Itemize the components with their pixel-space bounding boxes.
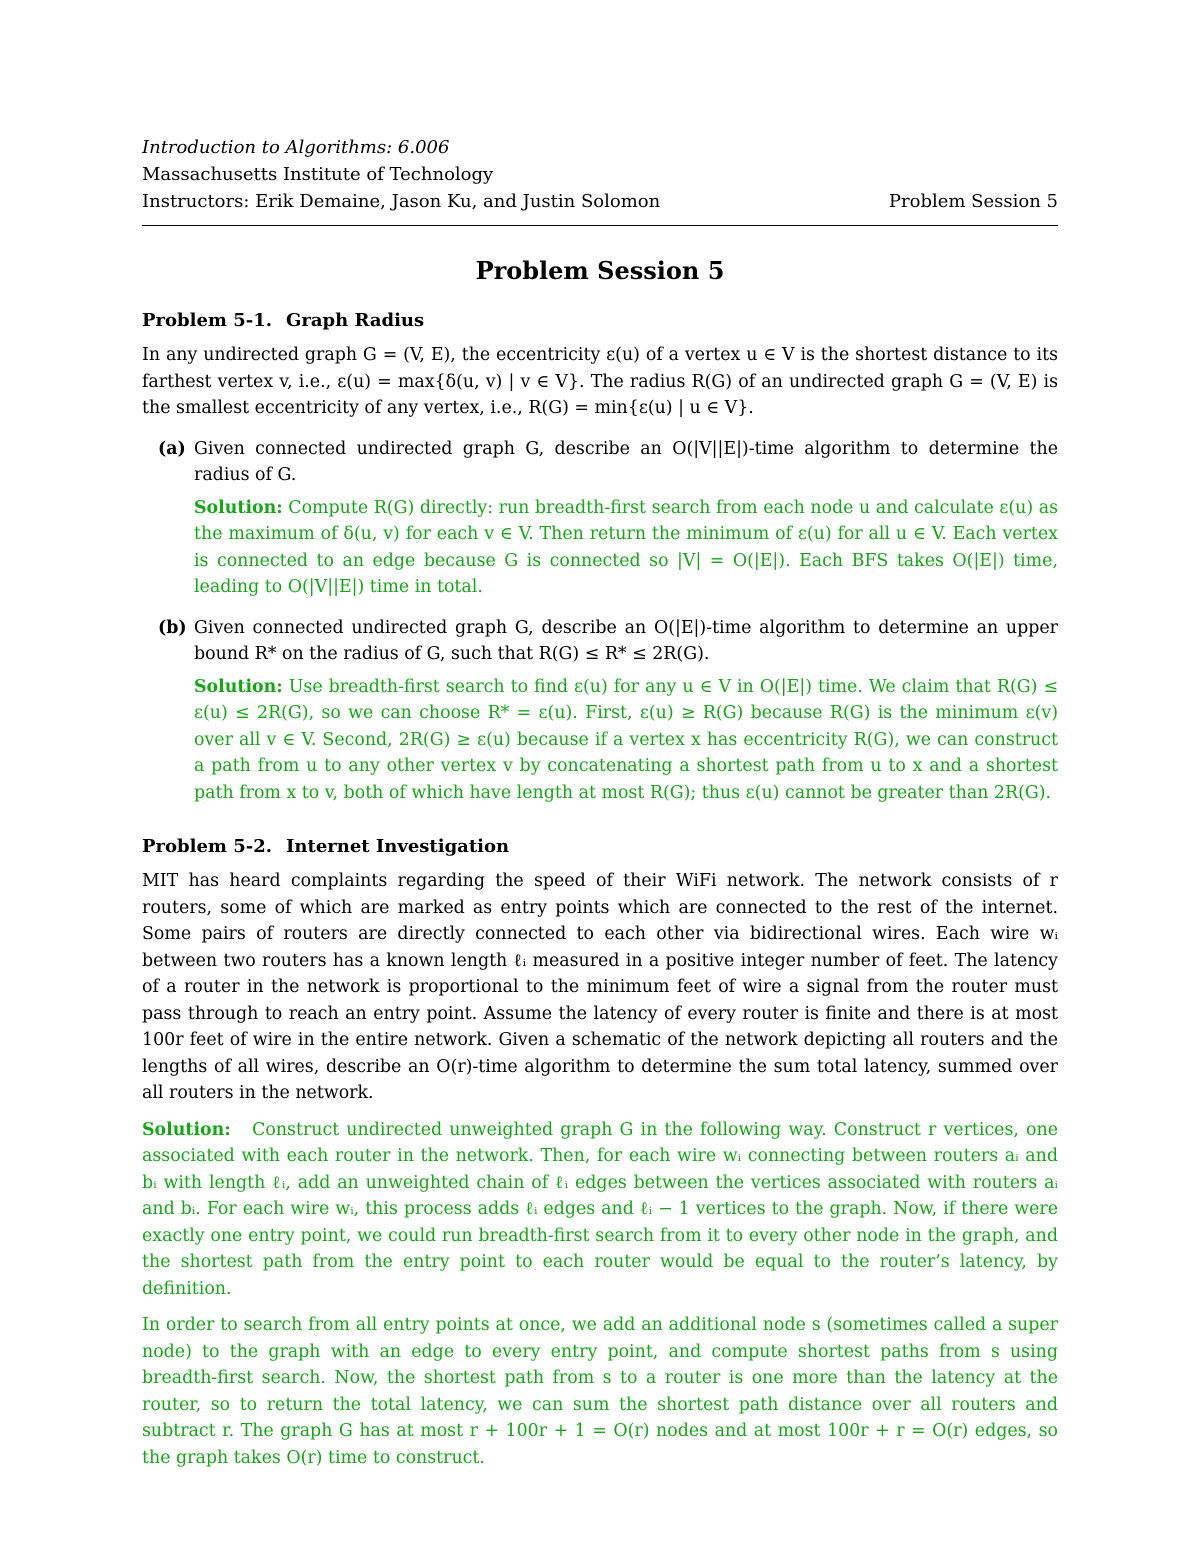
part-a-solution-text: Compute R(G) directly: run breadth-first search from each node u and calculate ε(u) as the maximum of δ(u, v) for each v ∈ V. Then return the minimum of ε(u) for all u ∈ V. Each vertex is connected to an edge because G is connected so |V| = O(|E|). Each BFS takes O(|E|) time, leading to O(|V||E|) time in total. xyxy=(194,497,1059,597)
problem-2-solution-p2: In order to search from all entry points at once, we add an additional node s (sometimes called a super node) to the graph with an edge to every entry point, and compute shortest paths from s using breadth-first search. Now, the shortest path from s to a router is one more than the latency at the router, so to return the total latency, we can sum the shortest path distance over all routers and subtract r. The graph G has at most r + 100r + 1 = O(r) nodes and at most 100r + r = O(r) edges, so the graph takes O(r) time to construct. xyxy=(142,1315,1058,1468)
part-b-solution xyxy=(194,674,1058,807)
problem-1-part-a xyxy=(142,436,1058,601)
part-a-question: Given connected undirected graph G, describe an O(|V||E|)-time algorithm to determine the radius of G. xyxy=(194,438,1058,485)
session-label: Problem Session 5 xyxy=(888,191,1058,212)
header-rule xyxy=(142,225,1058,226)
problem-2-solution-p1 xyxy=(142,1117,1058,1303)
institution-name: Massachusetts Institute of Technology xyxy=(142,164,494,185)
problem-2-name: Internet Investigation xyxy=(286,836,510,857)
problem-2-heading xyxy=(142,834,1058,860)
header-instructors-row xyxy=(142,188,1058,215)
document-page xyxy=(142,134,1058,1471)
part-a-solution-label: Solution: xyxy=(194,497,283,518)
part-b-solution-label: Solution: xyxy=(194,676,283,697)
problem-1-number: Problem 5-1. xyxy=(142,310,272,331)
page-title: Problem Session 5 xyxy=(475,256,725,285)
part-a-label: (a) xyxy=(158,438,186,459)
part-a-solution xyxy=(194,495,1058,601)
course-title: Introduction to Algorithms: 6.006 xyxy=(142,137,450,158)
problem-1-name: Graph Radius xyxy=(286,310,425,331)
problem-2-solution-text-1: Construct undirected unweighted graph G in the following way. Construct r vertices, one associated with each router in the network. Then, for each wire wᵢ connecting between routers aᵢ and bᵢ with length ℓᵢ, add an unweighted chain of ℓᵢ edges between the vertices associated with routers aᵢ and bᵢ. For each wire wᵢ, this process adds ℓᵢ edges and ℓᵢ − 1 vertices to the graph. Now, if there were exactly one entry point, we could run breadth-first search from it to every other node in the graph, and the shortest path from the entry point to each router would be equal to the router’s latency, by definition. xyxy=(142,1119,1058,1299)
problem-1-heading xyxy=(142,308,1058,334)
part-b-solution-text: Use breadth-first search to find ε(u) for any u ∈ V in O(|E|) time. We claim that R(G) ≤ ε(u) ≤ 2R(G), so we can choose R* = ε(u). First, ε(u) ≥ R(G) because R(G) is the minimum ε(v) over all v ∈ V. Second, 2R(G) ≥ ε(u) because if a vertex x has eccentricity R(G), we can construct a path from u to any other vertex v by concatenating a shortest path from u to x and a shortest path from x to v, both of which have length at most R(G); thus ε(u) cannot be greater than 2R(G). xyxy=(194,676,1059,803)
problem-2-number: Problem 5-2. xyxy=(142,836,272,857)
problem-1-part-b xyxy=(142,615,1058,807)
problem-1-statement: In any undirected graph G = (V, E), the eccentricity ε(u) of a vertex u ∈ V is the shortest distance to its farthest vertex v, i.e., ε(u) = max{δ(u, v) | v ∈ V}. The radius R(G) of an undirected graph G = (V, E) is the smallest eccentricity of any vertex, i.e., R(G) = min{ε(u) | u ∈ V}. xyxy=(142,345,1058,418)
part-b-label: (b) xyxy=(158,617,187,638)
part-b-question: Given connected undirected graph G, describe an O(|E|)-time algorithm to determine an upper bound R* on the radius of G, such that R(G) ≤ R* ≤ 2R(G). xyxy=(194,617,1058,664)
instructors-line: Instructors: Erik Demaine, Jason Ku, and Justin Solomon xyxy=(142,191,661,212)
problem-2-statement: MIT has heard complaints regarding the speed of their WiFi network. The network consists of r routers, some of which are marked as entry points which are connected to the rest of the internet. Some pairs of routers are directly connected to each other via bidirectional wires. Each wire wᵢ between two routers has a known length ℓᵢ measured in a positive integer number of feet. The latency of a router in the network is proportional to the minimum feet of wire a signal from the router must pass through to reach an entry point. Assume the latency of every router is finite and there is at most 100r feet of wire in the entire network. Given a schematic of the network depicting all routers and the lengths of all wires, describe an O(r)-time algorithm to determine the sum total latency, summed over all routers in the network. xyxy=(142,871,1058,1103)
problem-2-solution-label: Solution: xyxy=(142,1119,231,1140)
